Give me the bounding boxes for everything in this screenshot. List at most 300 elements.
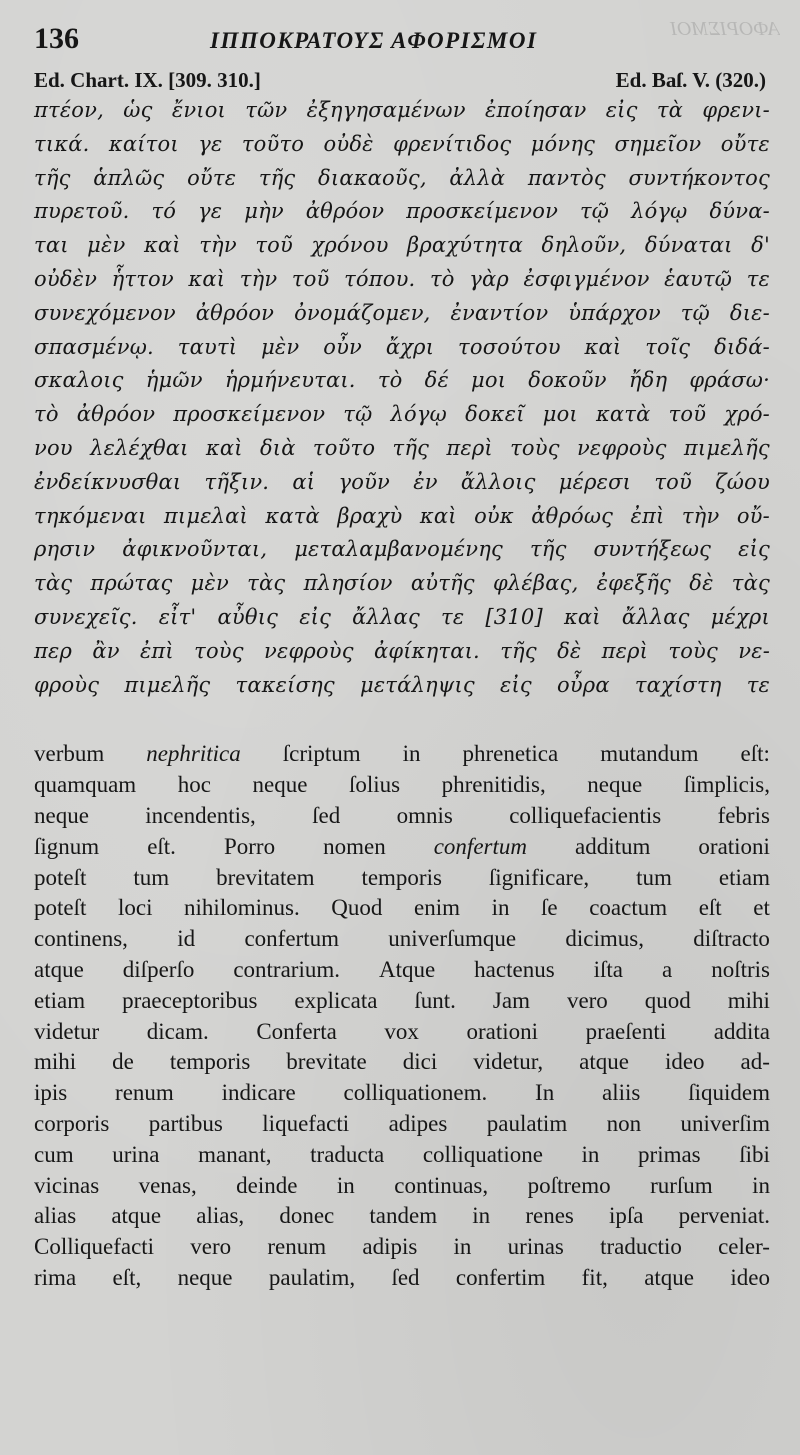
latin-text-line bbox=[34, 1109, 770, 1140]
word: ἀφικνοῦνται, bbox=[122, 537, 268, 562]
word: μὴν bbox=[244, 199, 284, 224]
word: indicare bbox=[221, 1080, 296, 1106]
word: ἐνδείκνυσθαι bbox=[34, 469, 182, 494]
word: πλησίον bbox=[303, 571, 393, 596]
word: atque bbox=[111, 1203, 162, 1229]
word: cum bbox=[34, 1141, 74, 1167]
word: κατὰ bbox=[265, 503, 320, 528]
latin-text-block bbox=[34, 739, 770, 1293]
word: εἰς bbox=[499, 672, 532, 697]
word: τὴν bbox=[239, 266, 278, 291]
word: τό bbox=[151, 199, 177, 224]
word: ἀλλὰ bbox=[449, 165, 506, 190]
word: δέ bbox=[424, 368, 449, 393]
word: dicimus, bbox=[565, 926, 644, 952]
word: τοῦ bbox=[654, 469, 692, 494]
word: αὖθις bbox=[217, 604, 279, 629]
word: deinde bbox=[236, 1172, 298, 1198]
word: τοῦ bbox=[668, 402, 707, 427]
word: traductio bbox=[600, 1234, 682, 1260]
greek-text-line bbox=[34, 533, 770, 567]
word: incendentis, bbox=[145, 802, 256, 828]
word: in bbox=[581, 1141, 600, 1167]
word: τοσούτου bbox=[458, 334, 561, 359]
word: non bbox=[606, 1110, 642, 1136]
word: poſtremo bbox=[527, 1172, 611, 1198]
word: ſiquidem bbox=[688, 1080, 770, 1106]
word: ſed bbox=[391, 1264, 420, 1290]
latin-text-line bbox=[34, 893, 770, 924]
latin-text-line bbox=[34, 924, 770, 955]
word: manant, bbox=[198, 1141, 272, 1167]
word: ὀνομάζομεν, bbox=[294, 300, 431, 325]
word: ἄλλοις bbox=[460, 469, 536, 494]
word: οὖρα bbox=[556, 672, 610, 697]
word: ἀθρόως bbox=[531, 503, 614, 528]
word: περὶ bbox=[601, 638, 649, 663]
word: οὐδὲ bbox=[323, 131, 374, 156]
word: συνεχεῖς. bbox=[34, 604, 138, 629]
word: orationi bbox=[698, 833, 770, 859]
word: τοῦτο bbox=[241, 131, 305, 156]
word: πιμελῆς bbox=[683, 435, 770, 460]
word: alias bbox=[34, 1203, 77, 1229]
word: τὴν bbox=[681, 503, 720, 528]
greek-text-line bbox=[34, 229, 770, 263]
word: καὶ bbox=[563, 604, 601, 629]
word: diſperſo bbox=[122, 956, 195, 982]
word: ſolius bbox=[348, 772, 401, 798]
word: ἧττον bbox=[111, 266, 174, 291]
word: λελέχθαι bbox=[90, 435, 189, 460]
word: αἱ bbox=[292, 469, 316, 494]
word: αὐτῆς bbox=[410, 571, 475, 596]
word: πιμελῆς bbox=[124, 672, 211, 697]
word: καὶ bbox=[419, 503, 457, 528]
word: μετάληψις bbox=[359, 672, 475, 697]
word: τηκόμεναι bbox=[34, 503, 147, 528]
word: τε bbox=[441, 604, 465, 629]
word: continuas, bbox=[394, 1172, 489, 1198]
word: τῷ bbox=[343, 402, 373, 427]
word: ται bbox=[34, 233, 69, 258]
word: μεταλαμβανομένης bbox=[294, 537, 503, 562]
greek-text-line bbox=[34, 162, 770, 196]
word: contrarium. bbox=[233, 956, 340, 982]
word: ſignum bbox=[34, 833, 100, 859]
word: etiam bbox=[718, 864, 770, 890]
edition-basel-reference: Ed. Baſ. V. (320.) bbox=[615, 68, 766, 92]
word: νε- bbox=[738, 638, 770, 663]
word: univerſim bbox=[680, 1110, 770, 1136]
word: mihi bbox=[34, 1049, 77, 1075]
word: ideo bbox=[664, 1049, 705, 1075]
word: vero bbox=[566, 987, 608, 1013]
word: temporis bbox=[361, 864, 442, 890]
word: atque bbox=[34, 956, 84, 982]
word: poteſt bbox=[34, 864, 87, 890]
word: confertim bbox=[455, 1264, 546, 1290]
word: παντὸς bbox=[527, 165, 606, 190]
word: οὔ- bbox=[736, 503, 770, 528]
word: ἄλλας bbox=[352, 604, 420, 629]
word: διε- bbox=[729, 300, 770, 325]
word: κατὰ bbox=[595, 402, 651, 427]
word: ἀθρόον bbox=[76, 402, 156, 427]
word: Colliquefacti bbox=[34, 1234, 155, 1260]
word: τὰς bbox=[731, 571, 770, 596]
word: ἀθρόον bbox=[305, 199, 385, 224]
latin-text-line bbox=[34, 1201, 770, 1232]
word: traducta bbox=[310, 1141, 385, 1167]
word: colliquefacientis bbox=[509, 802, 662, 828]
word: λόγῳ bbox=[631, 199, 688, 224]
latin-text-line bbox=[34, 770, 770, 801]
greek-text-block bbox=[34, 94, 770, 702]
latin-text-line bbox=[34, 1017, 770, 1048]
word: τῶν bbox=[245, 98, 288, 122]
word: εἰς bbox=[605, 98, 638, 122]
word: ἐξηγησαμένων bbox=[306, 98, 466, 122]
word: renes bbox=[525, 1203, 574, 1229]
word: σπασμένῳ. bbox=[34, 334, 154, 359]
word: mutandum bbox=[600, 741, 699, 767]
word: ἐπὶ bbox=[139, 638, 174, 663]
word: ſe bbox=[541, 895, 558, 921]
word: δ' bbox=[751, 233, 770, 258]
word: a bbox=[662, 956, 673, 982]
word: γὰρ bbox=[469, 266, 509, 291]
word: τοῦ bbox=[291, 266, 330, 291]
latin-text-line bbox=[34, 1263, 770, 1294]
word: καὶ bbox=[188, 266, 226, 291]
word: id bbox=[177, 926, 196, 952]
word: phrenetica bbox=[462, 741, 559, 767]
word: ἄλλας bbox=[621, 604, 690, 629]
word: χρόνου bbox=[311, 233, 389, 258]
word: τοὺς bbox=[668, 638, 718, 663]
word: iſta bbox=[593, 956, 624, 982]
word: ἐφεξῆς bbox=[596, 571, 672, 596]
word: fit, bbox=[581, 1264, 608, 1290]
latin-text-line bbox=[34, 1171, 770, 1202]
word: ſed bbox=[312, 802, 341, 828]
word: ἐν bbox=[413, 469, 438, 494]
word: ἡρμήνευται. bbox=[224, 368, 356, 393]
word: δὲ bbox=[557, 638, 582, 663]
word: nomen bbox=[323, 833, 386, 859]
greek-text-line bbox=[34, 128, 770, 162]
word: ταχίστη bbox=[634, 672, 722, 697]
word: in bbox=[472, 1203, 491, 1229]
word: partibus bbox=[148, 1110, 223, 1136]
word: τῆς bbox=[392, 435, 430, 460]
word: urina bbox=[112, 1141, 160, 1167]
word: τὸ bbox=[34, 402, 59, 427]
word: τοῦ bbox=[255, 233, 293, 258]
word: δηλοῦν, bbox=[541, 233, 627, 258]
latin-text-line bbox=[34, 1232, 770, 1263]
word: ad- bbox=[740, 1049, 770, 1075]
word: brevitatem bbox=[216, 864, 315, 890]
word: πιμελαὶ bbox=[163, 503, 248, 528]
word: τὸ bbox=[429, 266, 455, 291]
word: τοὺς bbox=[510, 435, 560, 460]
word: et bbox=[753, 895, 770, 921]
word: in bbox=[402, 741, 421, 767]
word: ἤδη bbox=[628, 368, 668, 393]
word: videtur, bbox=[473, 1049, 544, 1075]
word: adipis bbox=[362, 1234, 418, 1260]
edition-references bbox=[34, 66, 770, 94]
word: τὴν bbox=[199, 233, 237, 258]
word: rima bbox=[34, 1264, 77, 1290]
word: additum bbox=[575, 833, 651, 859]
word: eſt. bbox=[147, 833, 176, 859]
word: ἐναντίον bbox=[450, 300, 549, 325]
word: ἀθρόον bbox=[195, 300, 275, 325]
word: quamquam bbox=[34, 772, 137, 798]
word: brevitate bbox=[286, 1049, 367, 1075]
latin-text-line bbox=[34, 739, 770, 770]
word: renum bbox=[115, 1080, 174, 1106]
word: οὐδὲν bbox=[34, 266, 98, 291]
word: τῆς bbox=[34, 165, 71, 190]
word: ἐσφιγμένον bbox=[523, 266, 650, 291]
word: dicam. bbox=[146, 1018, 209, 1044]
word: ταυτὶ bbox=[177, 334, 238, 359]
word: καὶ bbox=[205, 435, 243, 460]
greek-text-line bbox=[34, 466, 770, 500]
word: χρό- bbox=[724, 402, 770, 427]
greek-text-line bbox=[34, 195, 770, 229]
word: enim bbox=[413, 895, 460, 921]
word: ζώου bbox=[715, 469, 770, 494]
word: τοῖς bbox=[645, 334, 691, 359]
word: ſimplicis, bbox=[683, 772, 770, 798]
word: περ bbox=[34, 638, 73, 663]
word: διακαοῦς, bbox=[318, 165, 427, 190]
word: εἶτ' bbox=[158, 604, 197, 629]
word: τῆς bbox=[529, 537, 567, 562]
running-title: ΙΠΠΟΚΡΑΤΟΥΣ ΑΦΟΡΙΣΜΟΙ bbox=[210, 28, 538, 53]
word: tum bbox=[133, 864, 170, 890]
word: [310] bbox=[485, 604, 543, 629]
word: orationi bbox=[466, 1018, 539, 1044]
word: liquefacti bbox=[262, 1110, 350, 1136]
word: venas, bbox=[138, 1172, 197, 1198]
word: tandem bbox=[369, 1203, 438, 1229]
word: μοι bbox=[542, 402, 578, 427]
greek-text-line bbox=[34, 669, 770, 703]
word: nihilominus. bbox=[184, 895, 300, 921]
word: praeſenti bbox=[585, 1018, 667, 1044]
word: tum bbox=[636, 864, 672, 890]
word: neque bbox=[252, 772, 308, 798]
word: οὐκ bbox=[474, 503, 514, 528]
greek-text-line bbox=[34, 500, 770, 534]
word: τὸ bbox=[377, 368, 403, 393]
word: τε bbox=[746, 672, 770, 697]
word: μὲν bbox=[87, 233, 126, 258]
word: συντήξεως bbox=[593, 537, 712, 562]
word: βραχὺ bbox=[337, 503, 403, 528]
word: omnis bbox=[396, 802, 453, 828]
word: μόνης bbox=[530, 131, 596, 156]
word: perveniat. bbox=[678, 1203, 770, 1229]
word: προσκείμενον bbox=[406, 199, 559, 224]
word: ἔνιοι bbox=[171, 98, 226, 122]
word: ρησιν bbox=[34, 537, 96, 562]
greek-text-line bbox=[34, 398, 770, 432]
word: σκαλοις bbox=[34, 368, 124, 393]
word: confertum bbox=[244, 926, 339, 952]
word: γε bbox=[198, 131, 223, 156]
word: φρενι- bbox=[702, 98, 770, 122]
word: μὲν bbox=[261, 334, 300, 359]
word: nephritica bbox=[146, 741, 241, 767]
word: δοκοῦν bbox=[528, 368, 607, 393]
word: univerſumque bbox=[388, 926, 517, 952]
word: etiam bbox=[34, 987, 86, 1013]
word: φράσω· bbox=[689, 368, 770, 393]
word: δύνα- bbox=[709, 199, 770, 224]
word: praeceptoribus bbox=[122, 987, 258, 1013]
greek-text-line bbox=[34, 263, 770, 297]
word: de bbox=[112, 1049, 134, 1075]
word: adipes bbox=[388, 1110, 448, 1136]
greek-text-line bbox=[34, 331, 770, 365]
word: vero bbox=[190, 1234, 232, 1260]
word: hoc bbox=[177, 772, 211, 798]
word: primas bbox=[638, 1141, 701, 1167]
word: νεφροὺς bbox=[576, 435, 667, 460]
show-through-text: ΑΦΟΡΙΣΜΟΙ bbox=[670, 18, 780, 40]
word: ἁπλῶς bbox=[93, 165, 165, 190]
word: βραχύτητα bbox=[407, 233, 524, 258]
word: μέρεσι bbox=[558, 469, 632, 494]
greek-text-line bbox=[34, 432, 770, 466]
word: τικά. bbox=[34, 131, 90, 156]
word: temporis bbox=[169, 1049, 251, 1075]
word: γοῦν bbox=[338, 469, 390, 494]
word: ὑπάρχον bbox=[568, 300, 661, 325]
word: τοῦτο bbox=[312, 435, 376, 460]
word: περὶ bbox=[446, 435, 493, 460]
word: προσκείμενον bbox=[173, 402, 326, 427]
word: poteſt bbox=[34, 895, 87, 921]
greek-text-line bbox=[34, 635, 770, 669]
word: rurſum bbox=[650, 1172, 713, 1198]
word: vox bbox=[384, 1018, 419, 1044]
word: συντήκοντος bbox=[628, 165, 770, 190]
word: vicinas bbox=[34, 1172, 100, 1198]
word: νου bbox=[34, 435, 73, 460]
word: συνεχόμενον bbox=[34, 300, 176, 325]
latin-text-line bbox=[34, 801, 770, 832]
word: continens, bbox=[34, 926, 128, 952]
word: τὰς bbox=[247, 571, 286, 596]
word: οὖν bbox=[323, 334, 363, 359]
word: atque bbox=[579, 1049, 629, 1075]
greek-text-line bbox=[34, 364, 770, 398]
greek-text-line bbox=[34, 94, 770, 128]
word: In bbox=[535, 1080, 555, 1106]
word: πρώτας bbox=[90, 571, 173, 596]
word: Porro bbox=[223, 833, 276, 859]
word: Quod bbox=[331, 895, 383, 921]
word: loci bbox=[117, 895, 153, 921]
word: διδά- bbox=[714, 334, 770, 359]
word: urinas bbox=[507, 1234, 564, 1260]
word: ἐποίησαν bbox=[485, 98, 587, 122]
latin-text-line bbox=[34, 986, 770, 1017]
word: καὶ bbox=[143, 233, 181, 258]
word: ἀφίκηται. bbox=[373, 638, 480, 663]
word: σημεῖον bbox=[614, 131, 702, 156]
word: πτέον, bbox=[34, 98, 104, 122]
word: eſt: bbox=[740, 741, 770, 767]
word: aliis bbox=[602, 1080, 641, 1106]
word: εἰς bbox=[299, 604, 332, 629]
word: ἄχρι bbox=[385, 334, 435, 359]
greek-text-line bbox=[34, 601, 770, 635]
word: ὡς bbox=[123, 98, 153, 122]
latin-text-line bbox=[34, 1140, 770, 1171]
word: πυρετοῦ. bbox=[34, 199, 130, 224]
word: videtur bbox=[34, 1018, 100, 1044]
word: τὰ bbox=[656, 98, 684, 122]
word: Atque bbox=[378, 956, 436, 982]
word: ſcriptum bbox=[282, 741, 361, 767]
word: τόπου. bbox=[344, 266, 416, 291]
word: noſtris bbox=[711, 956, 770, 982]
word: eſt, bbox=[112, 1264, 142, 1290]
word: ἡμῶν bbox=[145, 368, 203, 393]
word: ſignificare, bbox=[488, 864, 590, 890]
latin-text-line bbox=[34, 1078, 770, 1109]
word: donec bbox=[279, 1203, 335, 1229]
word: hactenus bbox=[474, 956, 555, 982]
latin-text-line bbox=[34, 1047, 770, 1078]
word: τε bbox=[746, 266, 770, 291]
word: diſtracto bbox=[693, 926, 770, 952]
word: τῷ bbox=[579, 199, 610, 224]
word: φρενίτιδος bbox=[393, 131, 512, 156]
word: ἑαυτῷ bbox=[664, 266, 733, 291]
word: φροὺς bbox=[34, 672, 100, 697]
word: celer- bbox=[718, 1234, 770, 1260]
word: ἂν bbox=[92, 638, 120, 663]
word: neque bbox=[587, 772, 643, 798]
word: in bbox=[752, 1172, 770, 1198]
word: γε bbox=[198, 199, 223, 224]
word: explicata bbox=[294, 987, 378, 1013]
word: neque bbox=[177, 1264, 233, 1290]
word: febris bbox=[717, 802, 770, 828]
edition-chart-reference: Ed. Chart. IX. [309. 310.] bbox=[34, 68, 261, 92]
word: coactum bbox=[589, 895, 668, 921]
word: ἐπὶ bbox=[630, 503, 665, 528]
word: φλέβας, bbox=[493, 571, 579, 596]
greek-text-line bbox=[34, 567, 770, 601]
latin-text-line bbox=[34, 832, 770, 863]
word: νεφροὺς bbox=[264, 638, 354, 663]
word: quod bbox=[644, 987, 691, 1013]
word: μὲν bbox=[190, 571, 229, 596]
word: τακείσης bbox=[235, 672, 335, 697]
word: Jam bbox=[492, 987, 530, 1013]
